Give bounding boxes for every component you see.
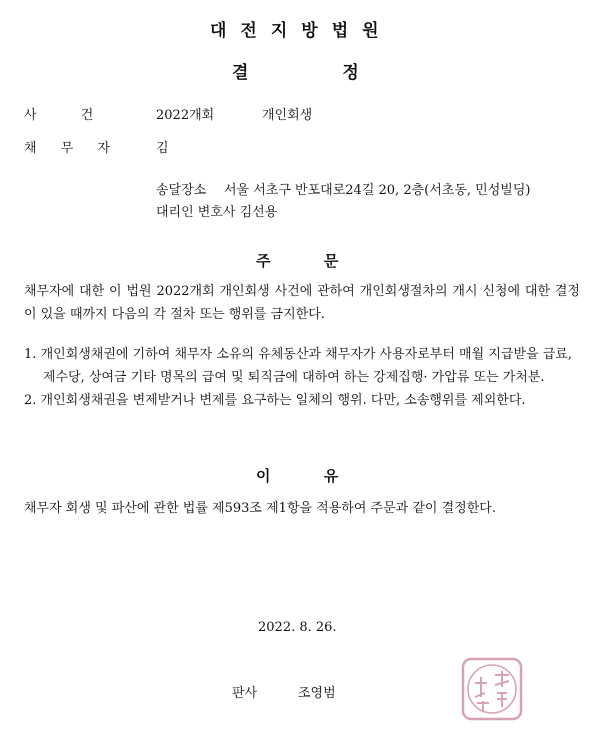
agent: 대리인 변호사 김선용: [156, 205, 278, 220]
debtor-name: 김: [156, 141, 169, 156]
case-number: 2022개회: [156, 108, 215, 123]
order-item-2: 2. 개인회생채권을 변제받거나 변제를 요구하는 일체의 행위. 다만, 소송행위를 제외한다.: [24, 393, 526, 408]
order-list: [24, 343, 572, 412]
judge-title: 판사: [232, 686, 258, 701]
reason-heading: 이 유: [256, 467, 339, 485]
judge-name: 조영범: [298, 686, 336, 701]
order-text: 채무자에 대한 이 법원 2022개회 개인회생 사건에 관하여 개인회생절차의 개시 신청에 대한 결정이 있을 때까지 다음의 각 절차 또는 행위를 금지한다.: [24, 284, 580, 322]
seal-glyph-2: [495, 671, 509, 707]
case-name: 개인회생: [262, 108, 313, 123]
court-seal-icon: [461, 657, 523, 721]
decision-date: 2022. 8. 26.: [258, 620, 337, 635]
seal-ring: [468, 665, 516, 713]
seal-border: [463, 659, 521, 719]
reason-text: 채무자 회생 및 파산에 관한 법률 제593조 제1항을 적용하여 주문과 같이 결정한다.: [24, 501, 496, 516]
case-label: 사 건: [24, 108, 94, 123]
court-name: 대전지방법원: [210, 21, 393, 41]
service-label: 송달장소: [156, 183, 207, 198]
debtor-label: 채 무 자: [24, 141, 110, 156]
seal-glyph-1: [475, 677, 487, 697]
document-type: 결 정: [232, 63, 403, 83]
order-heading: 주 문: [256, 252, 339, 270]
order-item-1: 1. 개인회생채권에 기하여 채무자 소유의 유체동산과 채무자가 사용자로부터 매월 지급받을 급료, 제수당, 상여금 기타 명목의 급여 및 퇴직금에 대하여 하는 강제집행· 가압류 또는 가처분.: [24, 347, 572, 385]
service-address: 서울 서초구 반포대로24길 20, 2층(서초동, 민성빌딩): [224, 183, 531, 198]
